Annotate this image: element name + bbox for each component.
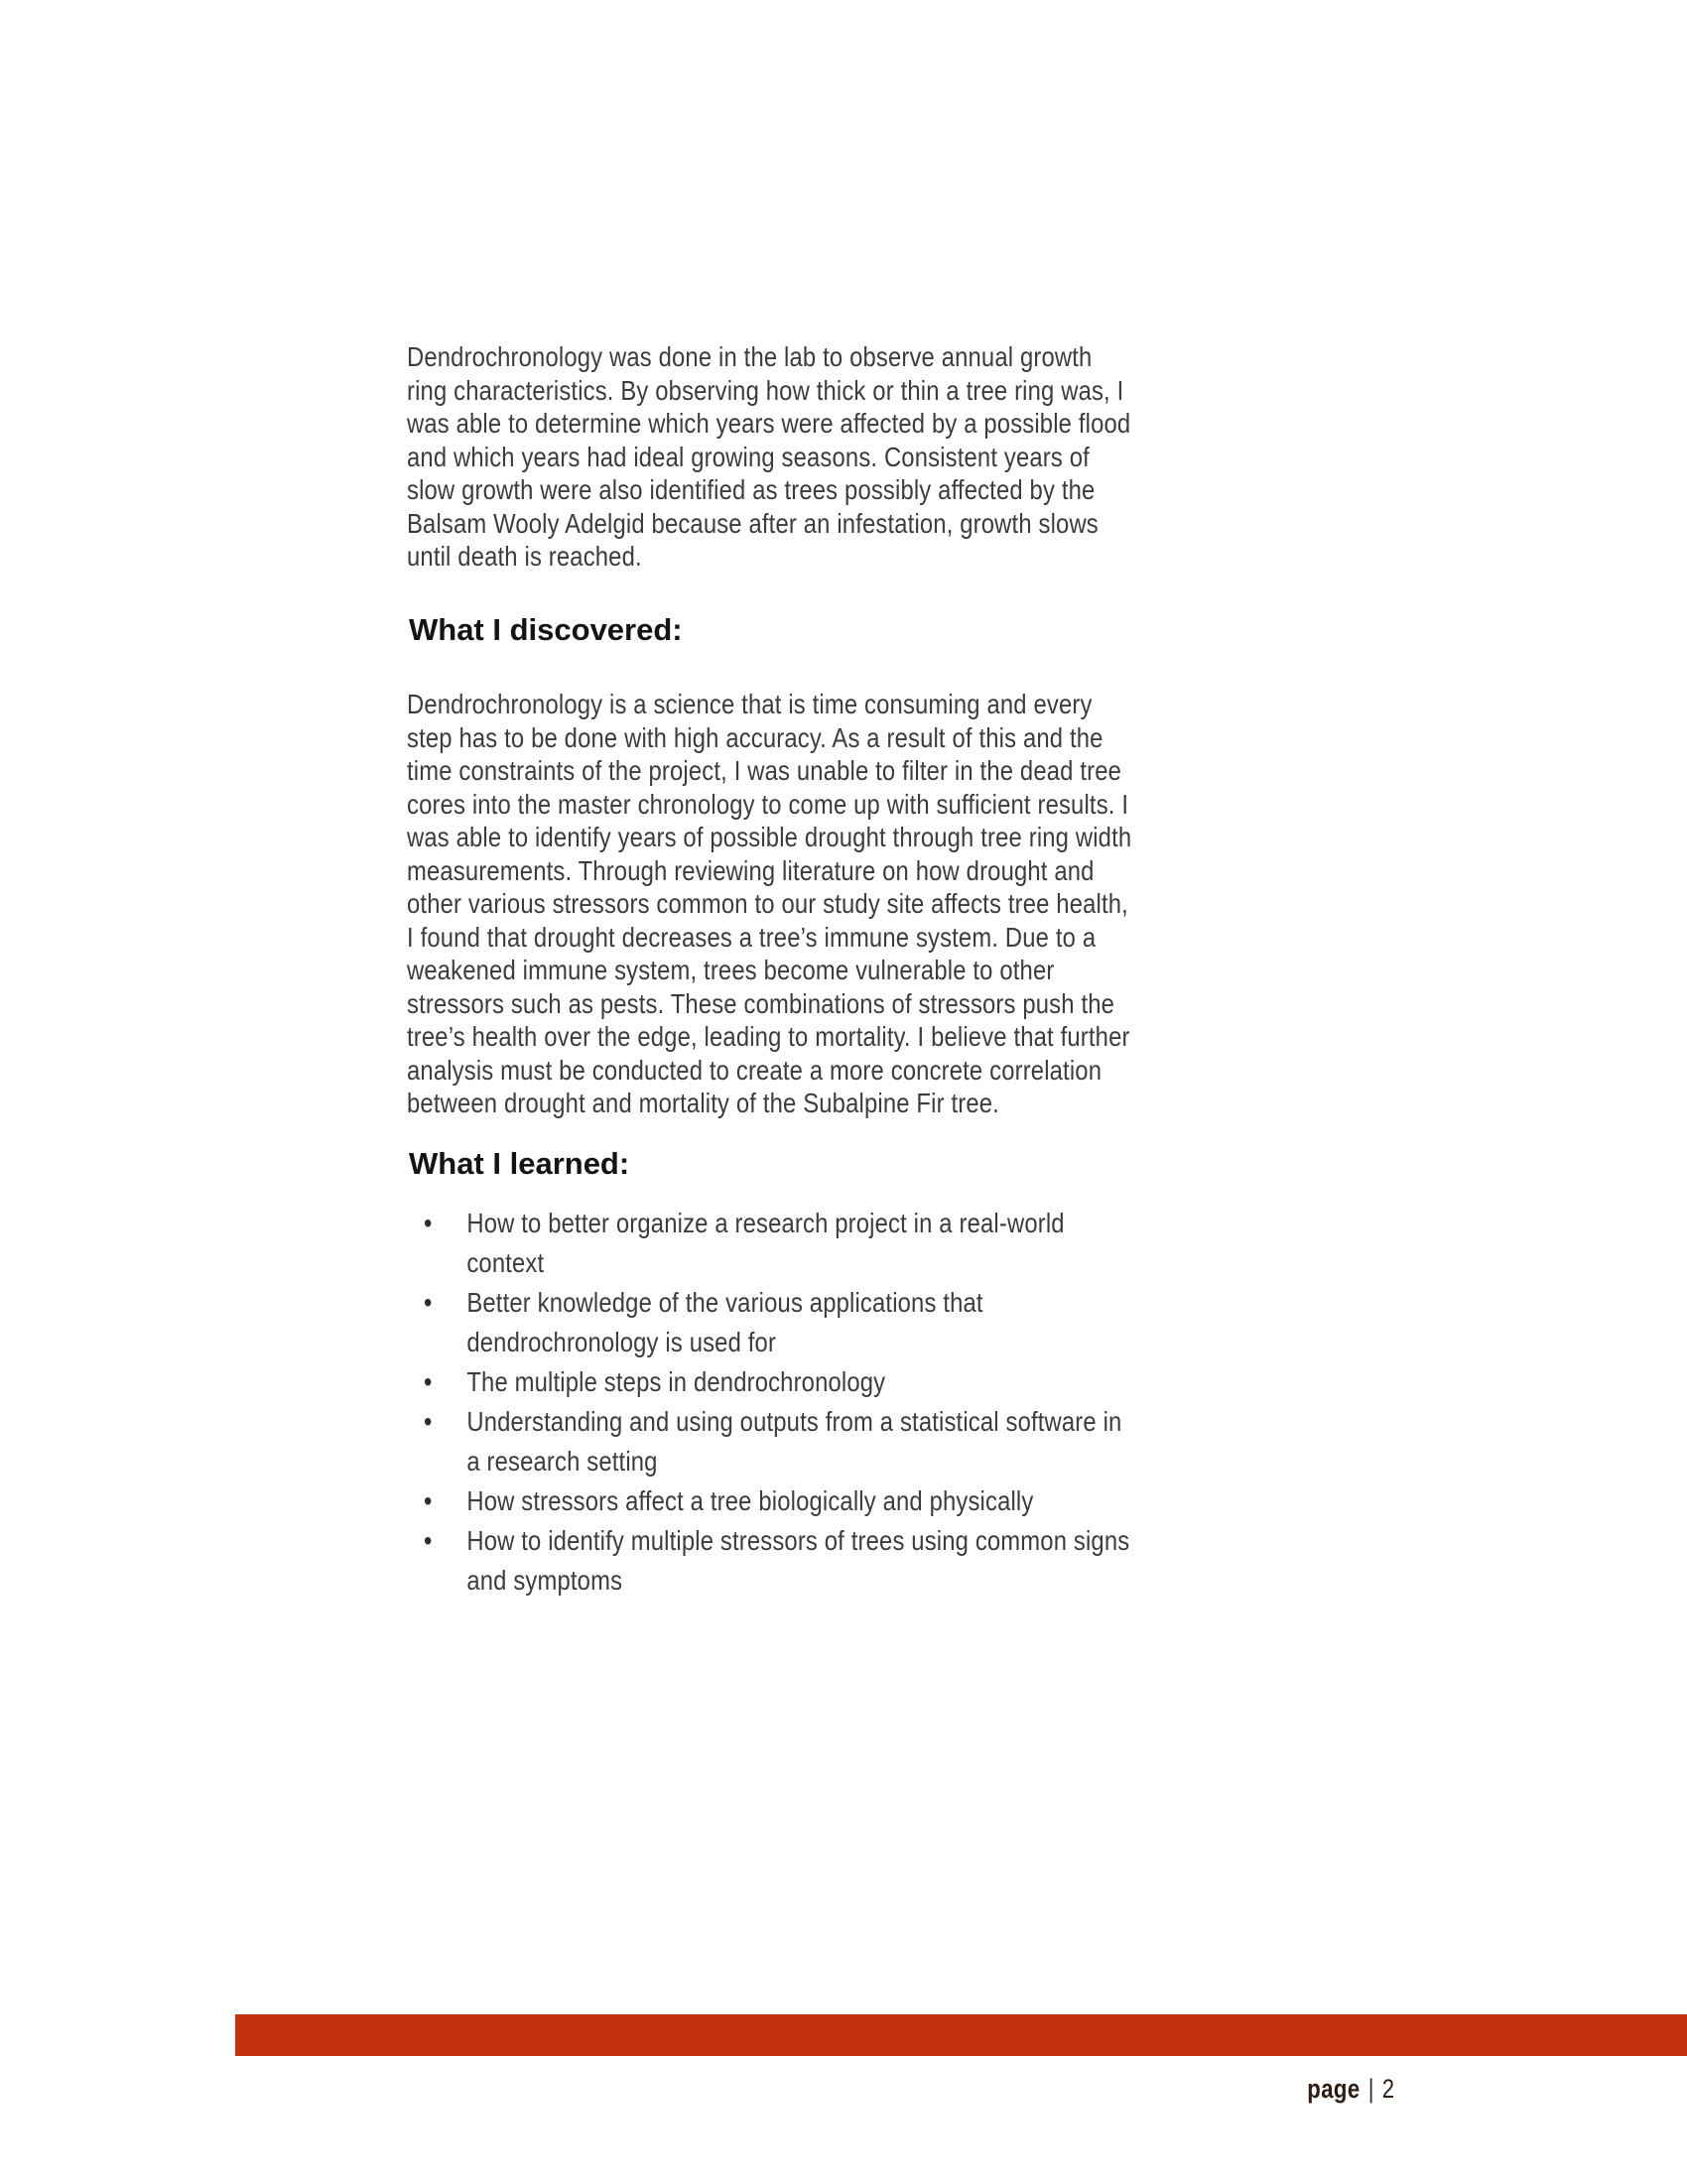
page-footer-separator: | [1367,2074,1374,2104]
page-number: 2 [1381,2074,1394,2104]
list-item [407,1481,1134,1521]
list-item-text: How to identify multiple stressors of trees using common signs and symptoms [466,1525,1130,1596]
list-item [407,1402,1134,1481]
list-item [407,1283,1134,1362]
bullet-icon: • [424,1208,433,1238]
learned-list [407,1204,1134,1601]
list-item-text: The multiple steps in dendrochronology [466,1366,886,1397]
bullet-icon: • [424,1366,433,1397]
list-item-text: How stressors affect a tree biologically and physically [466,1485,1034,1516]
page-footer [1288,2074,1394,2110]
footer-accent-bar [235,2014,1687,2056]
list-item-text: Better knowledge of the various applications that dendrochronology is used for [466,1287,983,1357]
list-item-text: How to better organize a research project in a real-world context [466,1208,1065,1278]
bullet-icon: • [424,1406,433,1437]
body-paragraph-methods: Dendrochronology was done in the lab to observe annual growth ring characteristics. By observing how thick or thin a tree ring was, I was able to determine which years were affected by a possible flood and which years had ideal growing seasons. Consistent years of slow growth were also identified as trees possibly affected by the Balsam Wooly Adelgid because after an infestation, growth slows until death is reached. [407,341,1131,572]
list-item [407,1204,1134,1283]
list-item [407,1521,1134,1601]
body-paragraph-discovered: Dendrochronology is a science that is time consuming and every step has to be done with high accuracy. As a result of this and the time constraints of the project, I was unable to filter in the dead tree cores into the master chronology to come up with sufficient results. I was able to identify years of possible drought through tree ring width measurements. Through reviewing literature on how drought and other various stressors common to our study site affects tree health, I found that drought decreases a tree’s immune system. Due to a weakened immune system, trees become vulnerable to other stressors such as pests. These combinations of stressors push the tree’s health over the edge, leading to mortality. I believe that further analysis must be conducted to create a more concrete correlation between drought and mortality of the Subalpine Fir tree. [407,689,1132,1118]
list-item [407,1362,1134,1402]
bullet-icon: • [424,1485,433,1516]
page-footer-label: page [1307,2074,1361,2104]
section-heading-learned: What I learned: [409,1145,630,1181]
list-item-text: Understanding and using outputs from a statistical software in a research setting [466,1406,1122,1477]
bullet-icon: • [424,1525,433,1556]
section-heading-discovered: What I discovered: [409,611,683,647]
bullet-icon: • [424,1287,433,1318]
